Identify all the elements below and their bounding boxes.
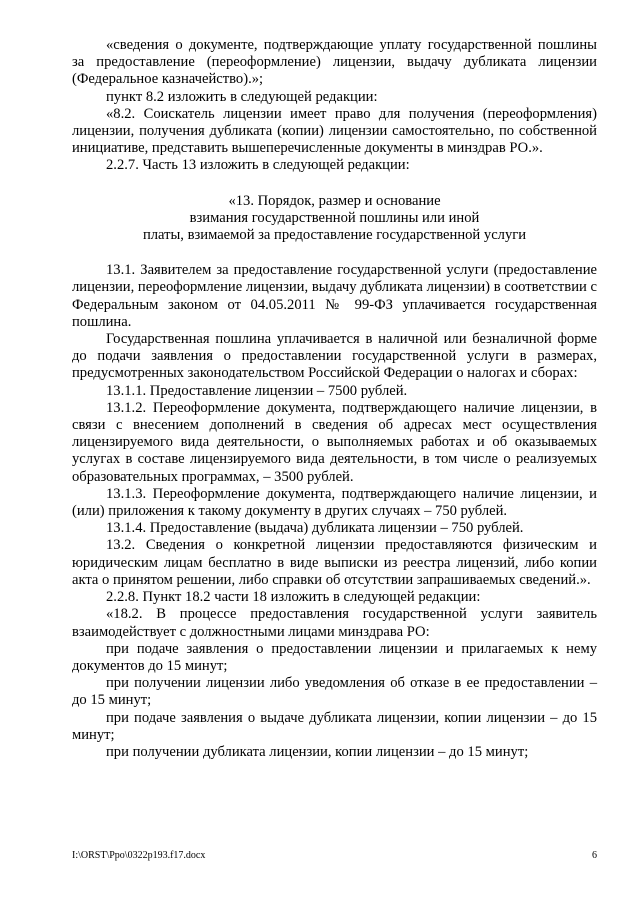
paragraph: 13.1.3. Переоформление документа, подтверждающего наличие лицензии, и (или) приложения к такому документу в других случаях – 750 рублей. xyxy=(72,485,597,520)
paragraph: 13.1. Заявителем за предоставление государственной услуги (предоставление лицензии, переоформление лицензии, выдачу дубликата лицензии) в соответствии с Федеральным законом от 04.05.2011 № 99-ФЗ уплачивается государственная пошлина. xyxy=(72,262,597,330)
paragraph: 2.2.7. Часть 13 изложить в следующей редакции: xyxy=(106,157,410,174)
section-title xyxy=(72,193,597,245)
paragraph: 13.2. Сведения о конкретной лицензии предоставляются физическим и юридическим лицам бесплатно в виде выписки из реестра лицензий, либо копии акта о принятом решении, либо справки об отсутствии запрашиваемых сведений.». xyxy=(72,537,597,588)
paragraph: «18.2. В процессе предоставления государственной услуги заявитель взаимодействует с должностными лицами минздрава РО: xyxy=(72,606,597,640)
section-title-line: «13. Порядок, размер и основание xyxy=(228,192,441,209)
paragraph: «8.2. Соискатель лицензии имеет право для получения (переоформления) лицензии, получения дубликата (копии) лицензии самостоятельно, по собственной инициативе, представить вышеперечисленные документы в минздрав РО.». xyxy=(72,105,597,157)
paragraph: при подаче заявления о предоставлении лицензии и прилагаемых к нему документов до 15 минут; xyxy=(72,640,597,674)
page-number: 6 xyxy=(592,850,597,861)
paragraph: Государственная пошлина уплачивается в наличной или безналичной форме до подачи заявления о предоставлении государственной услуги в размерах, предусмотренных законодательством Российской Федерации о налогах и сборах: xyxy=(72,331,597,382)
section-title-line: платы, взимаемой за предоставление государственной услуги xyxy=(142,227,527,244)
spacer xyxy=(72,244,597,262)
paragraph: при подаче заявления о выдаче дубликата лицензии, копии лицензии – до 15 минут; xyxy=(72,709,597,743)
paragraph: 13.1.2. Переоформление документа, подтверждающего наличие лицензии, в связи с внесением дополнений в сведения об адресах мест осуществления лицензируемого вида деятельности, о выполняемых работах и об оказываемых услугах в составе лицензируемого вида деятельности, в том числе о реализуемых образовательных программах, – 3500 рублей. xyxy=(72,399,597,485)
page-footer xyxy=(72,850,597,861)
paragraph: при получении дубликата лицензии, копии лицензии – до 15 минут; xyxy=(106,743,529,760)
paragraph: при получении лицензии либо уведомления об отказе в ее предоставлении – до 15 минут; xyxy=(72,675,597,709)
paragraph: пункт 8.2 изложить в следующей редакции: xyxy=(106,88,378,105)
paragraph: 13.1.4. Предоставление (выдача) дубликата лицензии – 750 рублей. xyxy=(106,520,524,537)
paragraph: «сведения о документе, подтверждающие уплату государственной пошлины за предоставление (переоформление) лицензии, выдачу дубликата лицензии (Федеральное казначейство).»; xyxy=(72,37,597,88)
file-path: I:\ORST\Ppo\0322p193.f17.docx xyxy=(72,850,206,861)
document-page xyxy=(72,37,597,761)
section-title-line: взимания государственной пошлины или иной xyxy=(189,209,480,226)
paragraph: 13.1.1. Предоставление лицензии – 7500 рублей. xyxy=(106,382,408,399)
paragraph: 2.2.8. Пункт 18.2 части 18 изложить в следующей редакции: xyxy=(106,589,481,606)
spacer xyxy=(72,175,597,193)
